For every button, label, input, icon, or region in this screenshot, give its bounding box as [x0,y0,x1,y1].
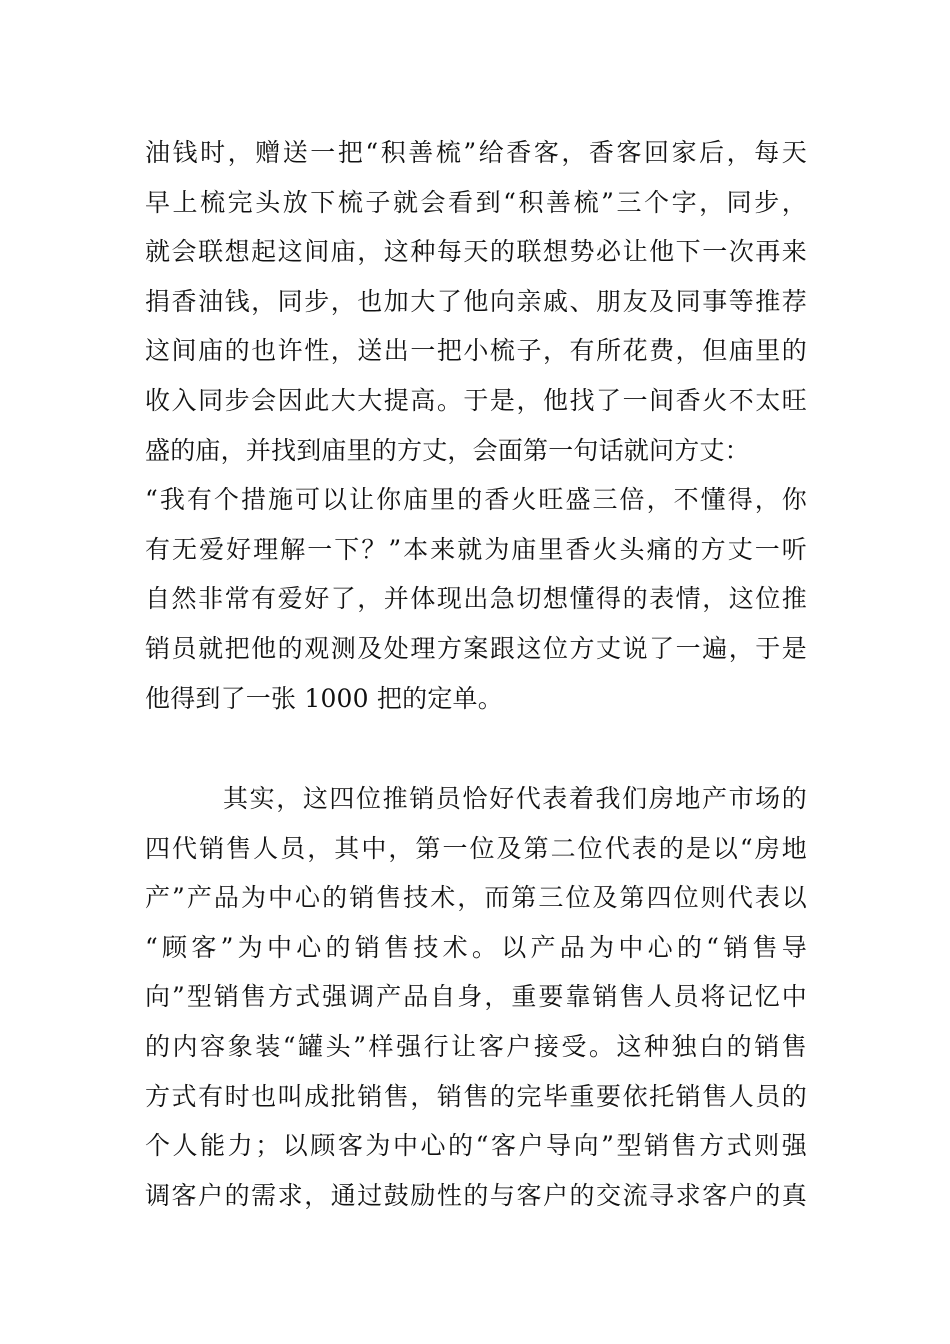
text-line: 其实，这四位推销员恰好代表着我们房地产市场的 [223,784,807,813]
text-line: 收入同步会因此大大提高。于是，他找了一间香火不太旺 [145,385,807,415]
text-line: 他得到了一张 1000 把的定单。 [145,683,503,713]
text-line: 向”型销售方式强调产品自身，重要靠销售人员将记忆中 [145,982,807,1012]
text-line: 有无爱好理解一下？”本来就为庙里香火头痛的方丈一听 [145,534,807,564]
text-line: 方式有时也叫成批销售，销售的完毕重要依托销售人员的 [145,1081,807,1111]
text-line: 产”产品为中心的销售技术，而第三位及第四位则代表以 [145,883,807,913]
paragraph-1 [145,128,807,723]
text-line: 个人能力；以顾客为中心的“客户导向”型销售方式则强 [145,1131,807,1161]
text-line: 销员就把他的观测及处理方案跟这位方丈说了一遍，于是 [145,633,807,663]
text-line: 四代销售人员，其中，第一位及第二位代表的是以“房地 [145,833,807,863]
text-line: 早上梳完头放下梳子就会看到“积善梳”三个字，同步， [145,187,807,217]
text-line: 就会联想起这间庙，这种每天的联想势必让他下一次再来 [145,237,807,267]
text-line: 这间庙的也许性，送出一把小梳子，有所花费，但庙里的 [145,336,807,366]
paragraph-2 [145,774,807,1220]
text-line: “我有个措施可以让你庙里的香火旺盛三倍，不懂得，你 [145,485,807,515]
text-line: 捐香油钱，同步，也加大了他向亲戚、朋友及同事等推荐 [145,286,807,316]
text-line: 油钱时，赠送一把“积善梳”给香客，香客回家后，每天 [145,138,807,167]
text-line: 调客户的需求，通过鼓励性的与客户的交流寻求客户的真 [145,1180,807,1210]
text-line: 的内容象装“罐头”样强行让客户接受。这种独白的销售 [145,1031,807,1061]
text-line: 盛的庙，并找到庙里的方丈，会面第一句话就问方丈： [145,435,750,465]
text-line: 自然非常有爱好了，并体现出急切想懂得的表情，这位推 [145,584,807,614]
text-line: “顾客”为中心的销售技术。以产品为中心的“销售导 [145,932,807,962]
